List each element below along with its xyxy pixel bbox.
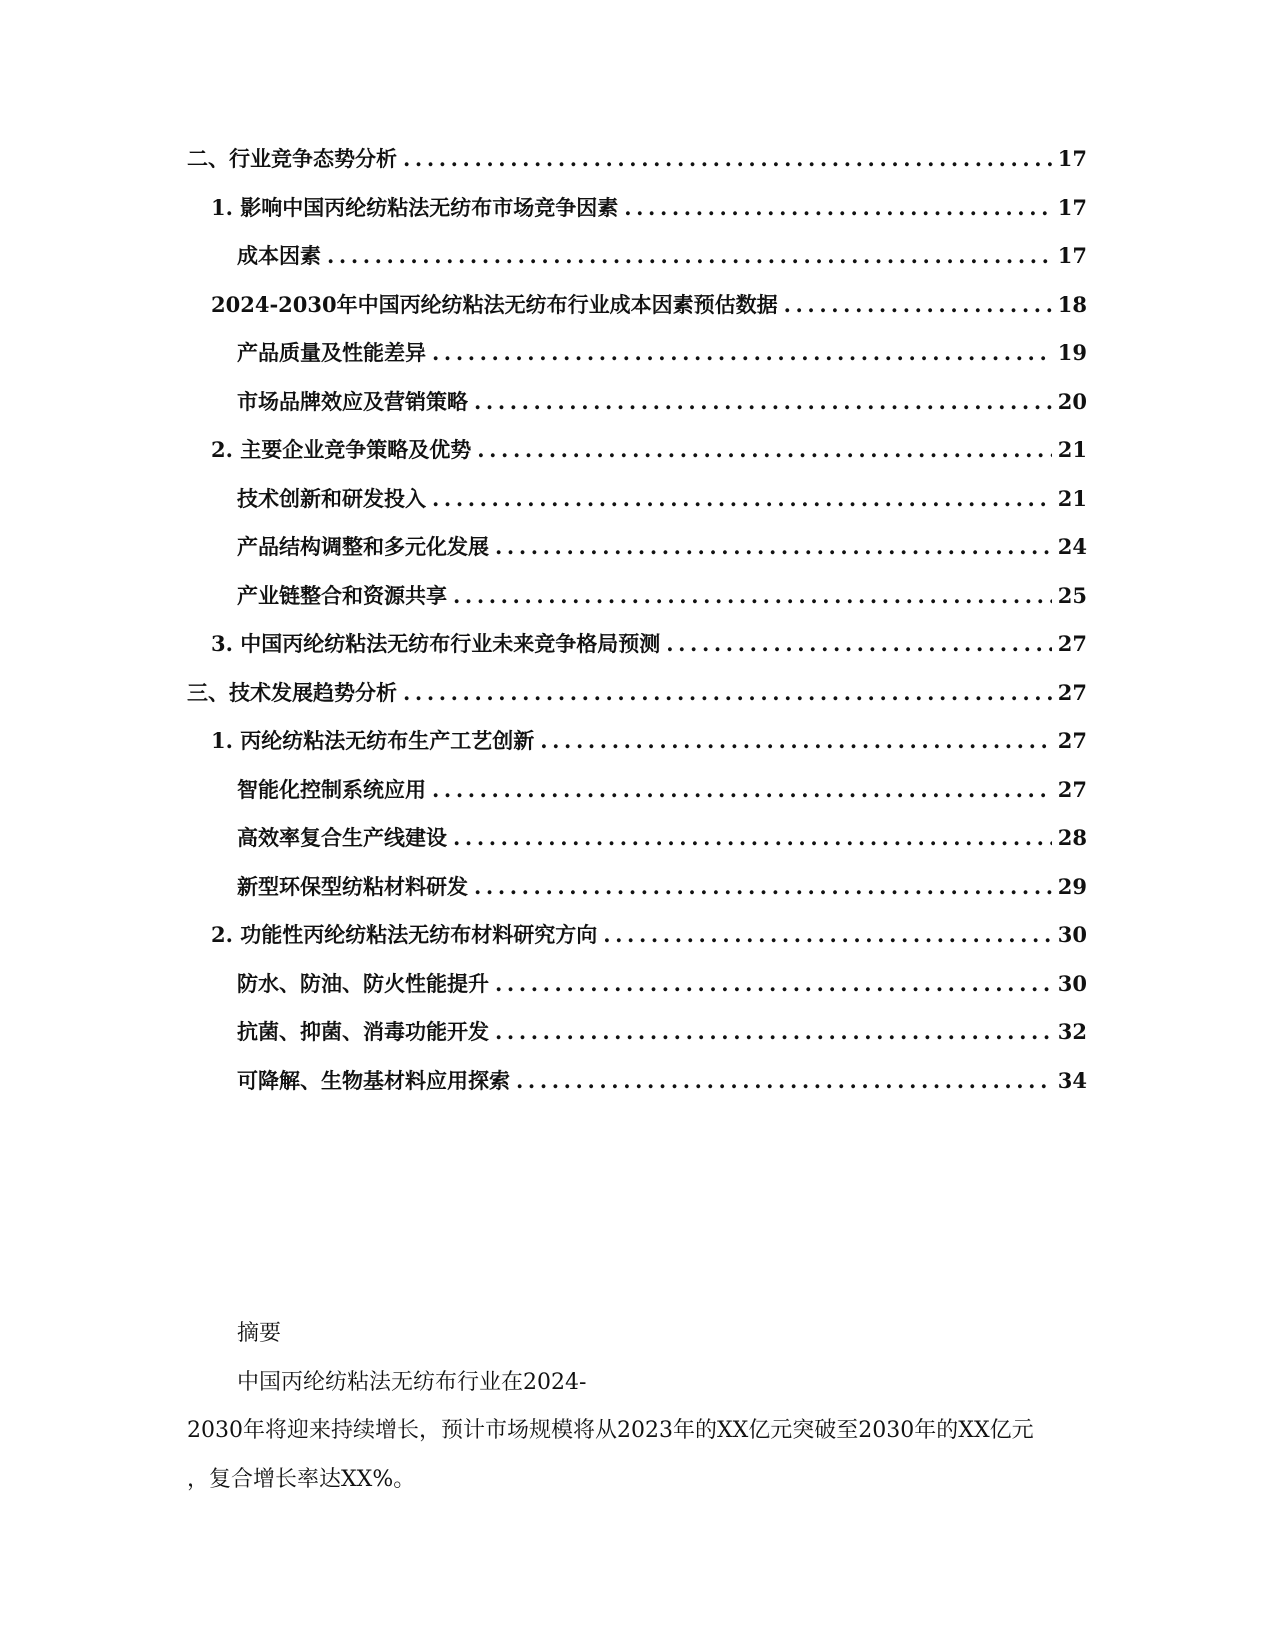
toc-entry-title: 高效率复合生产线建设: [237, 825, 447, 850]
toc-entry-title: 产品质量及性能差异: [237, 340, 426, 365]
toc-page-number: 20: [1057, 388, 1087, 414]
toc-dot-leader: [403, 680, 1052, 705]
toc-entry-title: 2. 功能性丙纶纺粘法无纺布材料研究方向: [211, 922, 598, 947]
toc-page-number: 30: [1057, 970, 1087, 996]
toc-entry-title: 智能化控制系统应用: [237, 776, 426, 802]
toc-page-number: 30: [1057, 922, 1087, 947]
toc-page-number: 27: [1057, 631, 1087, 656]
toc-entry[interactable]: [187, 774, 1087, 823]
toc-entry-title: 1. 影响中国丙纶纺粘法无纺布市场竞争因素: [211, 194, 619, 220]
toc-entry[interactable]: [187, 386, 1087, 435]
toc-entry[interactable]: [187, 871, 1087, 920]
toc-entry-title: 产品结构调整和多元化发展: [237, 534, 489, 559]
toc-entry-title: 成本因素: [237, 243, 321, 268]
toc-entry[interactable]: [187, 434, 1087, 483]
toc-entry-title: 产业链整合和资源共享: [237, 582, 447, 608]
toc-page-number: 21: [1057, 437, 1087, 462]
toc-page-number: 21: [1057, 485, 1087, 511]
toc-entry-title: 3. 中国丙纶纺粘法无纺布行业未来竞争格局预测: [211, 631, 661, 656]
toc-entry[interactable]: [187, 1065, 1087, 1114]
toc-dot-leader: [453, 583, 1052, 608]
toc-page-number: 27: [1057, 679, 1087, 705]
toc-page-number: 25: [1057, 582, 1087, 608]
abstract-title: 摘要: [237, 1321, 282, 1346]
toc-entry-title: 防水、防油、防火性能提升: [237, 970, 489, 996]
toc-entry[interactable]: [187, 919, 1087, 968]
abstract-section: [187, 1310, 1087, 1504]
toc-entry[interactable]: [187, 580, 1087, 629]
toc-entry[interactable]: [187, 337, 1087, 386]
toc-dot-leader: [403, 146, 1052, 171]
toc-dot-leader: [495, 534, 1052, 559]
toc-entry[interactable]: [187, 968, 1087, 1017]
toc-dot-leader: [624, 195, 1052, 220]
toc-dot-leader: [516, 1068, 1052, 1093]
toc-dot-leader: [474, 874, 1052, 899]
abstract-paragraph-line-3: ，复合增长率达XX%。: [187, 1466, 416, 1492]
toc-dot-leader: [432, 340, 1052, 365]
toc-entry[interactable]: [187, 143, 1087, 192]
toc-entry[interactable]: [187, 483, 1087, 532]
toc-entry-title: 新型环保型纺粘材料研发: [237, 873, 468, 899]
toc-dot-leader: [327, 243, 1052, 268]
toc-entry[interactable]: [187, 240, 1087, 289]
toc-entry[interactable]: [187, 1016, 1087, 1065]
toc-entry[interactable]: [187, 628, 1087, 677]
table-of-contents: [187, 143, 1087, 1113]
toc-dot-leader: [453, 825, 1052, 850]
toc-entry[interactable]: [187, 725, 1087, 774]
toc-dot-leader: [784, 292, 1052, 317]
toc-dot-leader: [603, 922, 1052, 947]
toc-entry-title: 抗菌、抑菌、消毒功能开发: [237, 1019, 489, 1044]
toc-entry[interactable]: [187, 192, 1087, 241]
toc-page-number: 27: [1057, 776, 1087, 802]
toc-entry-title: 2. 主要企业竞争策略及优势: [211, 437, 472, 462]
toc-page-number: 34: [1057, 1067, 1087, 1093]
toc-dot-leader: [477, 437, 1052, 462]
toc-page-number: 17: [1057, 243, 1087, 268]
toc-dot-leader: [495, 971, 1052, 996]
toc-dot-leader: [474, 389, 1052, 414]
toc-entry[interactable]: [187, 677, 1087, 726]
toc-entry[interactable]: [187, 822, 1087, 871]
toc-entry-title: 1. 丙纶纺粘法无纺布生产工艺创新: [211, 728, 535, 753]
toc-entry-title: 技术创新和研发投入: [237, 485, 426, 511]
toc-dot-leader: [666, 631, 1052, 656]
toc-page-number: 17: [1057, 194, 1087, 220]
toc-entry[interactable]: [187, 531, 1087, 580]
toc-page-number: 17: [1057, 146, 1087, 171]
toc-page-number: 32: [1057, 1019, 1087, 1044]
toc-entry[interactable]: [187, 289, 1087, 338]
toc-dot-leader: [432, 486, 1052, 511]
toc-entry-title: 市场品牌效应及营销策略: [237, 388, 468, 414]
toc-page-number: 18: [1057, 291, 1087, 317]
abstract-paragraph-line-2: 2030年将迎来持续增长，预计市场规模将从2023年的XX亿元突破至2030年的XX亿元: [187, 1418, 1034, 1443]
abstract-paragraph-line-1: 中国丙纶纺粘法无纺布行业在2024-: [237, 1369, 587, 1395]
toc-entry-title: 可降解、生物基材料应用探索: [237, 1067, 510, 1093]
toc-page-number: 27: [1057, 728, 1087, 753]
toc-entry-title: 三、技术发展趋势分析: [187, 679, 397, 705]
toc-entry-title: 2024-2030年中国丙纶纺粘法无纺布行业成本因素预估数据: [211, 291, 778, 317]
toc-entry-title: 二、行业竞争态势分析: [187, 146, 397, 171]
toc-dot-leader: [432, 777, 1052, 802]
toc-page-number: 29: [1057, 873, 1087, 899]
toc-dot-leader: [495, 1019, 1052, 1044]
toc-page-number: 19: [1057, 340, 1087, 365]
toc-page-number: 28: [1057, 825, 1087, 850]
toc-dot-leader: [540, 728, 1052, 753]
toc-page-number: 24: [1057, 534, 1087, 559]
